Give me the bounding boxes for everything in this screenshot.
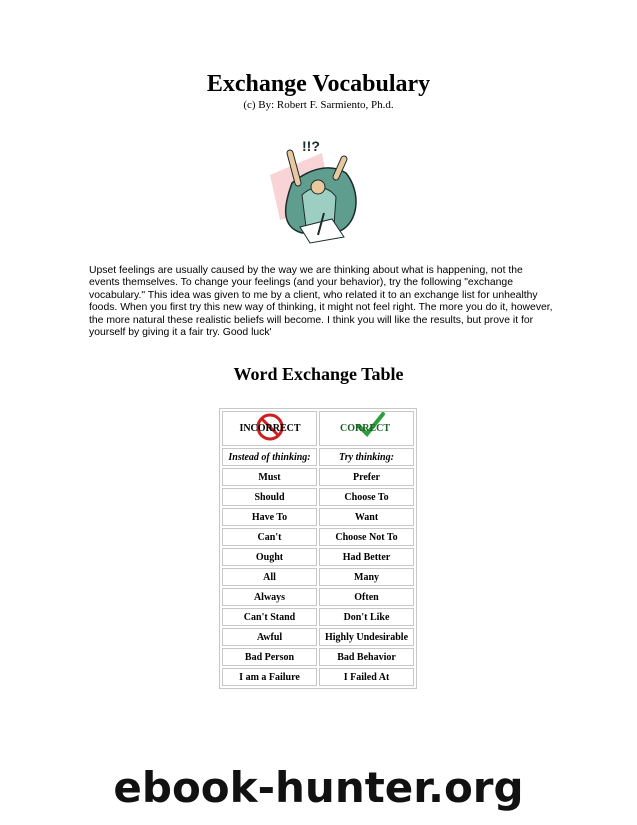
instead-word: Ought [222,548,317,566]
try-word: Want [319,508,414,526]
instead-word: Should [222,488,317,506]
instead-word: I am a Failure [222,668,317,686]
table-row [222,568,414,586]
try-word: Had Better [319,548,414,566]
intro-paragraph: Upset feelings are usually caused by the way we are thinking about what is happening, not the events themselves. To change your feelings (and your behavior), try the following "exchange vocabulary." This idea was given to me by a client, who related it to an exchange list for unhealthy foods. When you first try this new way of thinking, it might not feel right. The more you do it, however, the more natural these realistic beliefs will become. I think you will like the results, but prove it for yourself by giving it a fair try. Good luck' [89,265,553,339]
try-word: I Failed At [319,668,414,686]
table-row [222,628,414,646]
try-word: Many [319,568,414,586]
try-word: Bad Behavior [319,648,414,666]
exclamation-text: !!? [302,138,320,154]
correct-logo-cell [319,411,414,446]
word-exchange-table [219,408,417,689]
logo-row [222,411,414,446]
correct-logo [327,412,407,442]
try-word: Often [319,588,414,606]
instead-word: Can't [222,528,317,546]
instead-word: Have To [222,508,317,526]
incorrect-logo [230,412,310,442]
table-row [222,648,414,666]
try-header: Try thinking: [319,448,414,466]
table-row [222,548,414,566]
try-word: Highly Undesirable [319,628,414,646]
header-row [222,448,414,466]
table-row [222,588,414,606]
page-title: Exchange Vocabulary [206,71,431,97]
table-row [222,528,414,546]
table-row [222,468,414,486]
correct-label: CORRECT [339,423,390,434]
author-credit: (c) By: Robert F. Sarmiento, Ph.d. [243,99,394,111]
instead-word: All [222,568,317,586]
incorrect-logo-cell [222,411,317,446]
instead-word: Always [222,588,317,606]
instead-word: Bad Person [222,648,317,666]
table-row [222,508,414,526]
instead-header: Instead of thinking: [222,448,317,466]
table-row [222,668,414,686]
try-word: Don't Like [319,608,414,626]
instead-word: Can't Stand [222,608,317,626]
incorrect-label: INCORRECT [238,423,301,434]
table-row [222,488,414,506]
instead-word: Awful [222,628,317,646]
try-word: Prefer [319,468,414,486]
try-word: Choose Not To [319,528,414,546]
table-row [222,608,414,626]
watermark-text: ebook-hunter.org [113,763,524,812]
try-word: Choose To [319,488,414,506]
frustrated-person-illustration [262,135,372,245]
table-title: Word Exchange Table [233,364,404,384]
instead-word: Must [222,468,317,486]
